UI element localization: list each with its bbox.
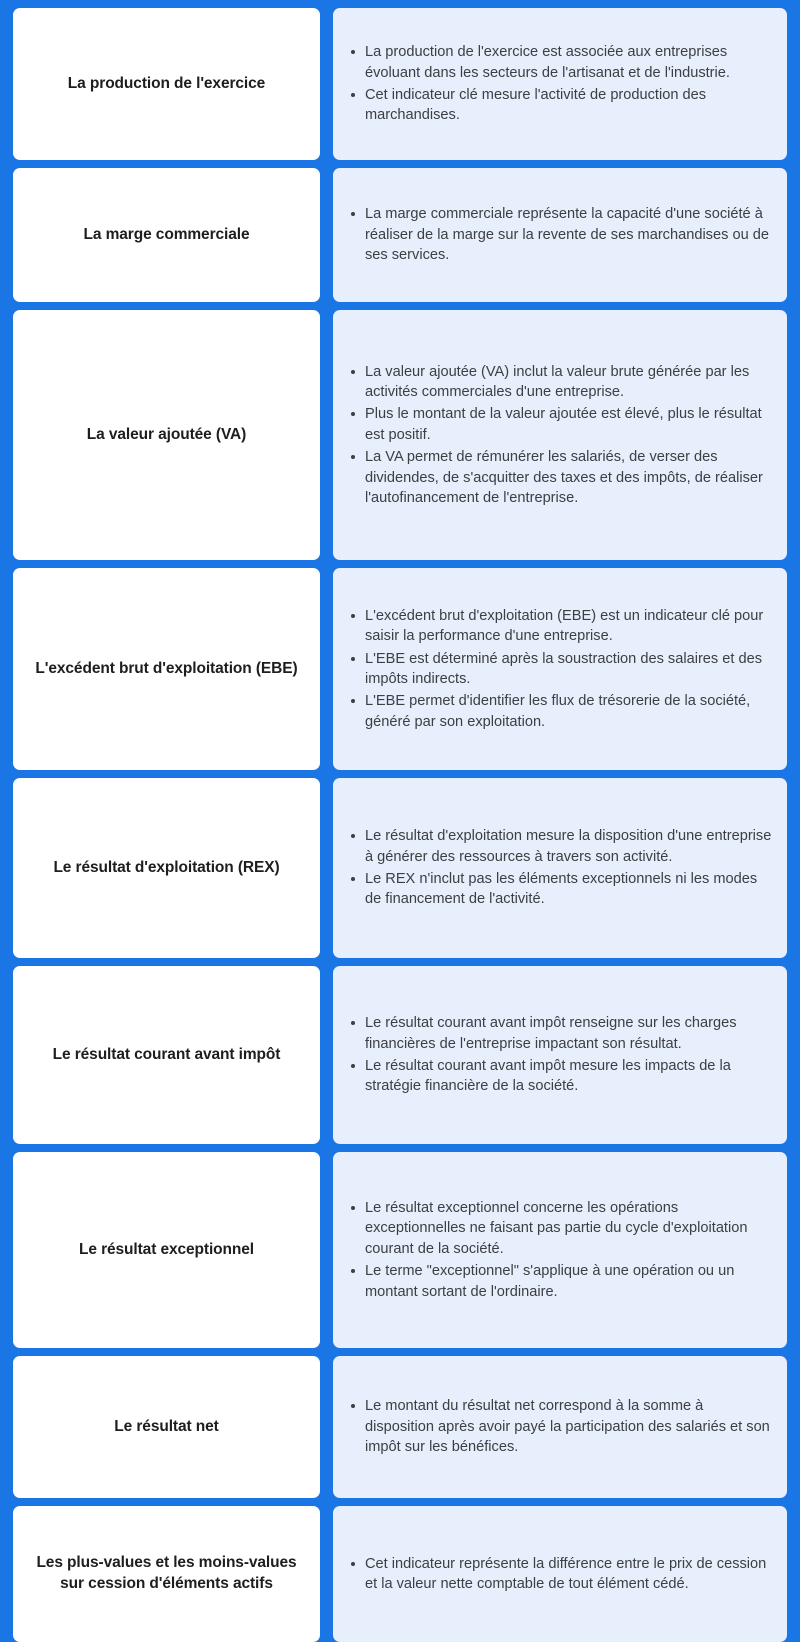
description-bullet-item: La valeur ajoutée (VA) inclut la valeur brute générée par les activités commerciales d'une entreprise. [343, 362, 773, 403]
description-cell [333, 1152, 787, 1348]
description-cell [333, 8, 787, 160]
term-label: Le résultat net [114, 1417, 219, 1435]
description-list [343, 1396, 773, 1457]
term-cell [13, 1506, 320, 1642]
term-label: Le résultat courant avant impôt [52, 1045, 281, 1063]
description-bullet-item: Le résultat exceptionnel concerne les opérations exceptionnelles ne faisant pas partie du cycle d'exploitation courant de la société. [343, 1198, 773, 1259]
term-cell [13, 1152, 320, 1348]
description-bullet-item: La production de l'exercice est associée aux entreprises évoluant dans les secteurs de l'artisanat et de l'industrie. [343, 42, 773, 83]
description-bullet-item: L'excédent brut d'exploitation (EBE) est un indicateur clé pour saisir la performance d'une entreprise. [343, 606, 773, 647]
term-cell [13, 310, 320, 560]
table-row [13, 8, 787, 160]
table-row [13, 1506, 787, 1642]
term-label: La valeur ajoutée (VA) [86, 425, 247, 443]
table-row [13, 966, 787, 1144]
description-cell [333, 310, 787, 560]
description-cell [333, 778, 787, 958]
term-label: La marge commerciale [83, 225, 250, 243]
description-list [343, 606, 773, 733]
description-list [343, 1013, 773, 1097]
table-row [13, 168, 787, 302]
term-label: L'excédent brut d'exploitation (EBE) [35, 659, 298, 677]
description-list [343, 204, 773, 265]
description-list [343, 362, 773, 509]
term-label: Le résultat exceptionnel [78, 1240, 255, 1258]
description-bullet-item: La VA permet de rémunérer les salariés, de verser des dividendes, de s'acquitter des taxes et des impôts, de réaliser l'autofinancement de l'entreprise. [343, 447, 773, 508]
description-bullet-item: Le résultat courant avant impôt renseigne sur les charges financières de l'entreprise impactant son résultat. [343, 1013, 773, 1054]
description-list [343, 1554, 773, 1595]
term-label: La production de l'exercice [67, 74, 266, 92]
description-bullet-item: L'EBE permet d'identifier les flux de trésorerie de la société, généré par son exploitation. [343, 691, 773, 732]
description-cell [333, 966, 787, 1144]
description-bullet-item: Le résultat d'exploitation mesure la disposition d'une entreprise à générer des ressources à travers son activité. [343, 826, 773, 867]
term-cell [13, 778, 320, 958]
description-bullet-item: La marge commerciale représente la capacité d'une société à réaliser de la marge sur la revente de ses marchandises ou de ses services. [343, 204, 773, 265]
term-cell [13, 168, 320, 302]
description-bullet-item: L'EBE est déterminé après la soustraction des salaires et des impôts indirects. [343, 649, 773, 690]
description-list [343, 42, 773, 126]
term-cell [13, 966, 320, 1144]
description-bullet-item: Le terme "exceptionnel" s'applique à une opération ou un montant sortant de l'ordinaire. [343, 1261, 773, 1302]
table-row [13, 1356, 787, 1498]
description-cell [333, 1506, 787, 1642]
term-label: Les plus-values et les moins-values sur cession d'éléments actifs [36, 1554, 297, 1592]
table-row [13, 1152, 787, 1348]
term-label: Le résultat d'exploitation (REX) [53, 858, 280, 876]
table-row [13, 310, 787, 560]
description-cell [333, 568, 787, 770]
description-cell [333, 168, 787, 302]
term-cell [13, 8, 320, 160]
description-list [343, 826, 773, 910]
description-bullet-item: Le montant du résultat net correspond à la somme à disposition après avoir payé la participation des salariés et son impôt sur les bénéfices. [343, 1396, 773, 1457]
description-bullet-item: Le résultat courant avant impôt mesure les impacts de la stratégie financière de la société. [343, 1056, 773, 1097]
description-bullet-item: Cet indicateur représente la différence entre le prix de cession et la valeur nette comptable de tout élément cédé. [343, 1554, 773, 1595]
description-bullet-item: Plus le montant de la valeur ajoutée est élevé, plus le résultat est positif. [343, 404, 773, 445]
description-list [343, 1198, 773, 1302]
term-cell [13, 1356, 320, 1498]
table-row [13, 778, 787, 958]
table-row [13, 568, 787, 770]
term-cell [13, 568, 320, 770]
description-cell [333, 1356, 787, 1498]
description-bullet-item: Cet indicateur clé mesure l'activité de production des marchandises. [343, 85, 773, 126]
description-bullet-item: Le REX n'inclut pas les éléments exceptionnels ni les modes de financement de l'activité. [343, 869, 773, 910]
